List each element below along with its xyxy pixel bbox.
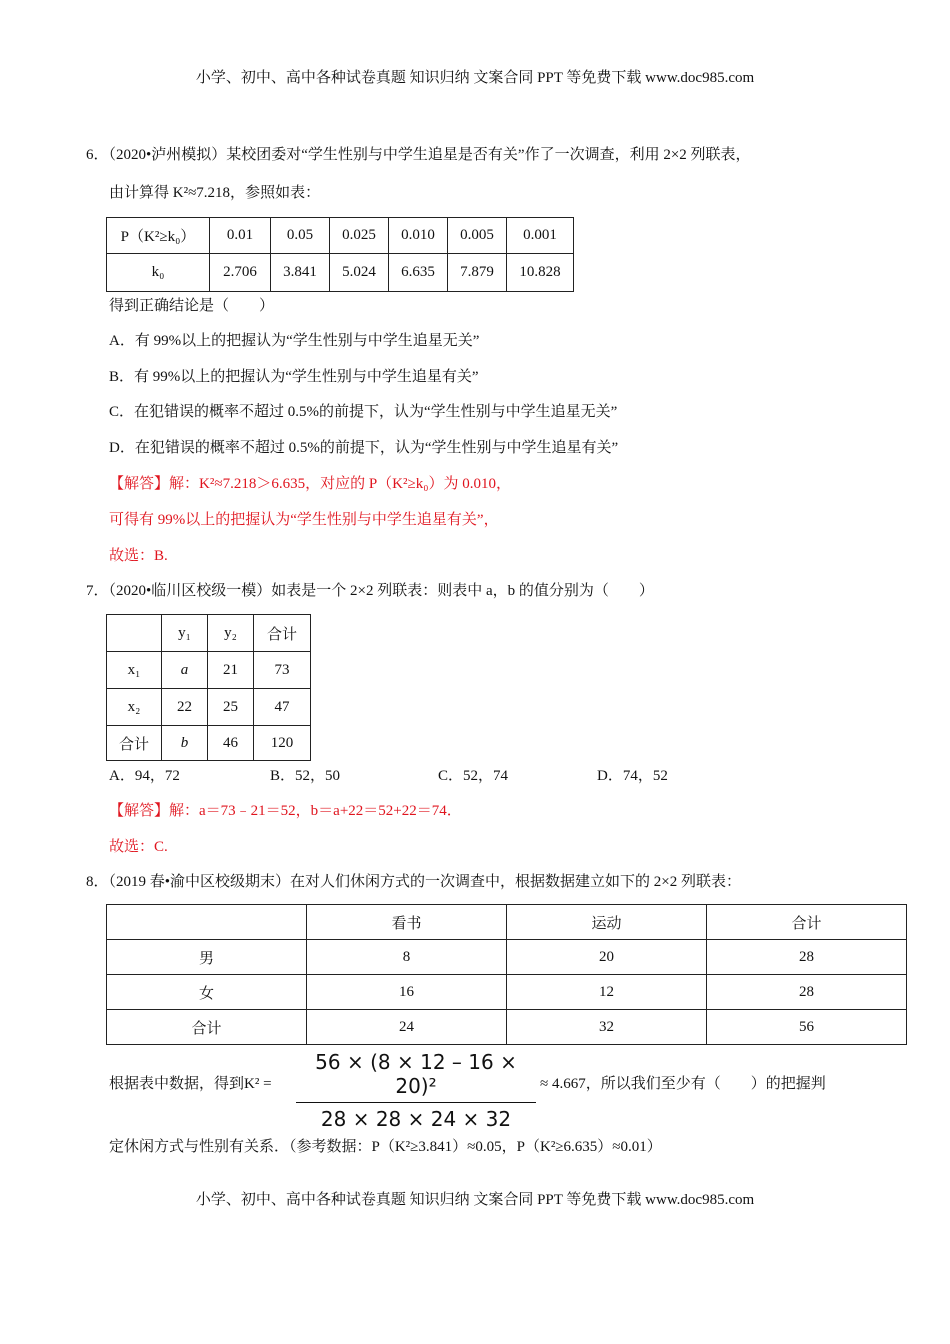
cell: 运动 [507,905,707,940]
cell [107,615,162,652]
q7-solution-2: 故选：C. [109,839,168,855]
fraction-denominator: 28 × 28 × 24 × 32 [320,1107,512,1131]
q6-solution-2: 可得有 99%以上的把握认为“学生性别与中学生追星有关”， [109,512,499,528]
cell [107,905,307,940]
cell: 0.001 [507,218,574,254]
q8-stem-3: 定休闲方式与性别有关系．（参考数据：P（K²≥3.841）≈0.05，P（K²≥6.635）≈0.01） [109,1139,662,1155]
q8-formula-suffix: ≈ 4.667，所以我们至少有（ ）的把握判 [540,1076,826,1092]
fraction-numerator: 56 × (8 × 12 – 16 × 20)² [296,1050,536,1103]
q7-table [106,614,311,761]
cell: 6.635 [389,254,448,292]
q7-option-a: A．94，72 [109,768,180,784]
cell: 男 [107,940,307,975]
cell: 3.841 [271,254,330,292]
q6-solution-1: 【解答】解：K²≈7.218＞6.635，对应的 P（K²≥k₀）为 0.010， [109,476,511,492]
cell: 25 [208,689,254,726]
cell: 120 [254,726,311,761]
k2-fraction [296,1050,536,1131]
cell: 7.879 [448,254,507,292]
q7-solution-1: 【解答】解：a＝73﹣21＝52，b＝a+22＝52+22＝74． [109,803,462,819]
cell: x₂ [107,689,162,726]
q8-stem: 8．（2019 春•渝中区校级期末）在对人们休闲方式的一次调查中，根据数据建立如下的 2×2 列联表： [86,874,741,890]
cell: 0.005 [448,218,507,254]
cell: 合计 [254,615,311,652]
cell: 28 [707,975,907,1010]
cell: 0.01 [210,218,271,254]
cell: 合计 [707,905,907,940]
cell: 看书 [307,905,507,940]
cell: 56 [707,1010,907,1045]
cell: k₀ [107,254,210,292]
q6-stem-2: 由计算得 K²≈7.218，参照如表： [109,185,321,201]
cell: y₁ [162,615,208,652]
cell: 73 [254,652,311,689]
cell: a [162,652,208,689]
cell: 10.828 [507,254,574,292]
cell: b [162,726,208,761]
q6-option-a: A．有 99%以上的把握认为“学生性别与中学生追星无关” [109,333,480,349]
cell: 28 [707,940,907,975]
cell: 21 [208,652,254,689]
cell: 8 [307,940,507,975]
cell: 20 [507,940,707,975]
q6-table [106,217,574,292]
cell: P（K²≥k₀） [107,218,210,254]
q8-table [106,904,907,1045]
cell: 5.024 [330,254,389,292]
cell: 24 [307,1010,507,1045]
cell: 0.010 [389,218,448,254]
q6-prompt: 得到正确结论是（ ） [109,298,275,314]
cell: 合计 [107,726,162,761]
cell: 2.706 [210,254,271,292]
q7-stem: 7．（2020•临川区校级一模）如表是一个 2×2 列联表：则表中 a，b 的值分别为（ ） [86,583,654,599]
cell: 22 [162,689,208,726]
cell: 0.05 [271,218,330,254]
cell: 合计 [107,1010,307,1045]
cell: 32 [507,1010,707,1045]
cell: 47 [254,689,311,726]
page-footer: 小学、初中、高中各种试卷真题 知识归纳 文案合同 PPT 等免费下载 www.doc985.com [195,1192,755,1208]
cell: x₁ [107,652,162,689]
page-header: 小学、初中、高中各种试卷真题 知识归纳 文案合同 PPT 等免费下载 www.doc985.com [195,70,755,86]
q6-solution-3: 故选：B. [109,548,168,564]
q6-option-d: D．在犯错误的概率不超过 0.5%的前提下，认为“学生性别与中学生追星有关” [109,440,619,456]
cell: 女 [107,975,307,1010]
q6-stem: 6．（2020•泸州模拟）某校团委对“学生性别与中学生追星是否有关”作了一次调查，利用 2×2 列联表， [86,147,751,163]
q7-option-b: B．52，50 [270,768,341,784]
cell: y₂ [208,615,254,652]
q7-option-d: D．74，52 [597,768,668,784]
q6-option-c: C．在犯错误的概率不超过 0.5%的前提下，认为“学生性别与中学生追星无关” [109,404,618,420]
cell: 12 [507,975,707,1010]
cell: 16 [307,975,507,1010]
q8-formula-prefix: 根据表中数据，得到K² = [109,1076,272,1092]
cell: 0.025 [330,218,389,254]
cell: 46 [208,726,254,761]
q7-option-c: C．52，74 [438,768,509,784]
q6-option-b: B．有 99%以上的把握认为“学生性别与中学生追星有关” [109,369,479,385]
